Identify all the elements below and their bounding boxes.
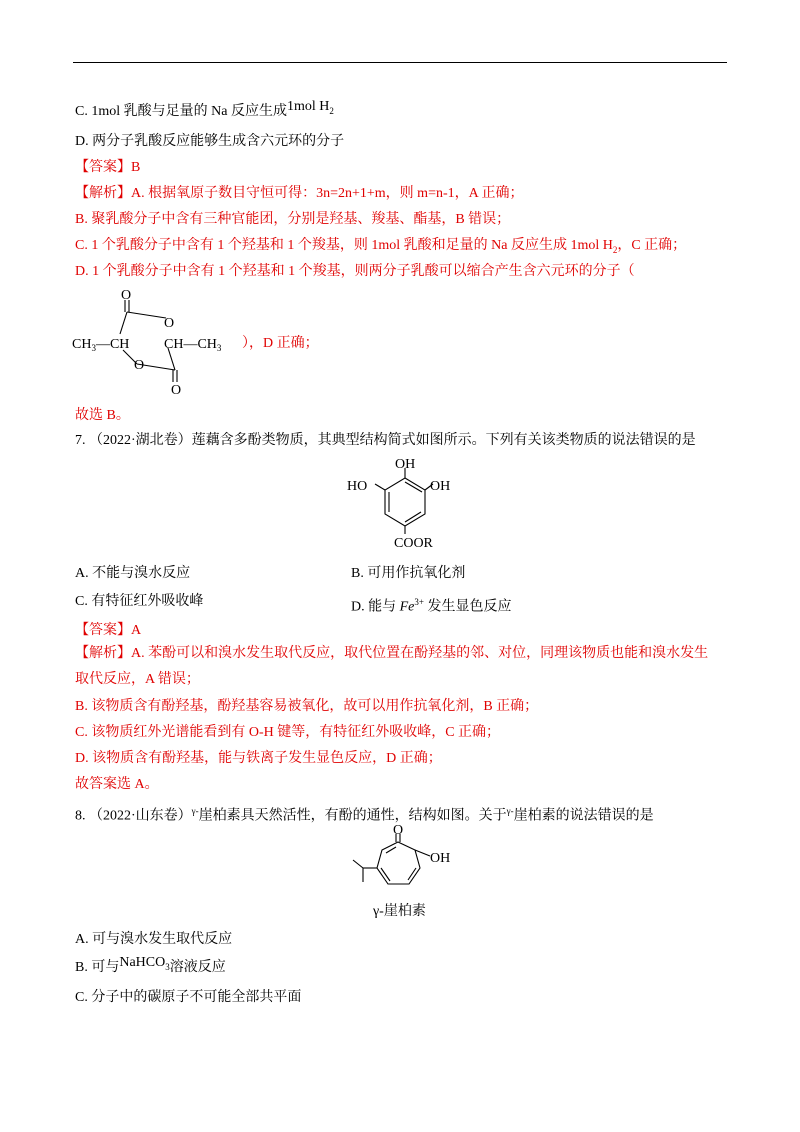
lactide-structure — [68, 282, 268, 400]
q7-option-a: A. 不能与溴水反应 — [75, 566, 191, 581]
lactide-o-ring-left: O — [134, 358, 145, 373]
q7-answer: 【答案】A — [75, 623, 142, 638]
polyphenol-structure — [340, 454, 470, 554]
lactide-o-ring-right: O — [164, 316, 175, 331]
q6-analysis-1: 【解析】A. 根据氧原子数目守恒可得：3n=2n+1+m，则 m=n-1，A 正确； — [75, 186, 524, 201]
q7-analysis-4: D. 该物质含有酚羟基，能与铁离子发生显色反应，D 正确； — [75, 751, 442, 766]
q7-option-c: C. 有特征红外吸收峰 — [75, 594, 204, 609]
lactide-o-bottom: O — [171, 383, 182, 398]
q7-analysis-1: 【解析】A. 苯酚可以和溴水发生取代反应，取代位置在酚羟基的邻、对位，同理该物质也能和溴水发生取代反应，A 错误； — [75, 646, 709, 687]
lactide-o-top: O — [121, 288, 132, 303]
q6-option-c: C. 1mol 乳酸与足量的 Na 反应生成1mol $H_2$ — [75, 99, 334, 119]
q6-option-d: D. 两分子乳酸反应能够生成含六元环的分子 — [75, 134, 345, 149]
q6-analysis-4: D. 1 个乳酸分子中含有 1 个羟基和 1 个羧基，则两分子乳酸可以缩合产生含六元环的分子（ — [75, 264, 635, 279]
q8-option-b: B. 可与NaHCO$_3$溶液反应 — [75, 955, 226, 975]
q8-option-a: A. 可与溴水发生取代反应 — [75, 932, 233, 947]
q8-option-c: C. 分子中的碳原子不可能全部共平面 — [75, 990, 302, 1005]
q7-analysis-2: B. 该物质含有酚羟基，酚羟基容易被氧化，故可以用作抗氧化剂，B 正确； — [75, 699, 539, 714]
q6-answer: 【答案】B — [75, 160, 141, 175]
polyphenol-oh-right: OH — [430, 479, 451, 494]
q6-analysis-3: C. 1 个乳酸分子中含有 1 个羟基和 1 个羧基，则 1mol 乳酸和足量的 Na 反应生成 1mol $H_2$，C 正确； — [75, 238, 687, 255]
q6-analysis-6: 故选 B。 — [75, 408, 130, 423]
q6-analysis-2: B. 聚乳酸分子中含有三种官能团，分别是羟基、羧基、酯基，B 错误； — [75, 212, 511, 227]
q7-analysis-3: C. 该物质红外光谱能看到有 O-H 键等，有特征红外吸收峰，C 正确； — [75, 725, 501, 740]
q7-stem: 7. （2022·湖北卷）莲藕含多酚类物质，其典型结构简式如图所示。下列有关该类物质的说法错误的是 — [75, 433, 696, 448]
thujaplicin-structure — [335, 820, 465, 922]
q7-analysis-5: 故答案选 A。 — [75, 777, 159, 792]
q8-stem: 8. （2022·山东卷）$^{\gamma-}$崖柏素具天然活性，有酚的通性，结构如图。关于$^{\gamma-}$崖柏素的说法错误的是 — [75, 806, 654, 824]
svg-text:CH—CH3: $CH—CH_3$ — [164, 337, 222, 353]
polyphenol-oh-top: OH — [395, 457, 416, 472]
q6-analysis-5: ），D 正确； — [242, 336, 319, 351]
thujaplicin-caption: γ-崖柏素 — [373, 904, 426, 919]
header-rule — [73, 62, 727, 63]
thujaplicin-o-top: O — [393, 823, 404, 838]
polyphenol-coor: COOR — [394, 536, 433, 551]
polyphenol-ho-left: HO — [347, 479, 368, 494]
thujaplicin-oh: OH — [430, 851, 451, 866]
svg-text:CH3—CH: $CH_3—CH$ — [72, 337, 130, 353]
q7-option-d: D. 能与 $Fe^{3+}$ 发生显色反应 — [351, 597, 512, 615]
q7-option-b: B. 可用作抗氧化剂 — [351, 566, 466, 581]
